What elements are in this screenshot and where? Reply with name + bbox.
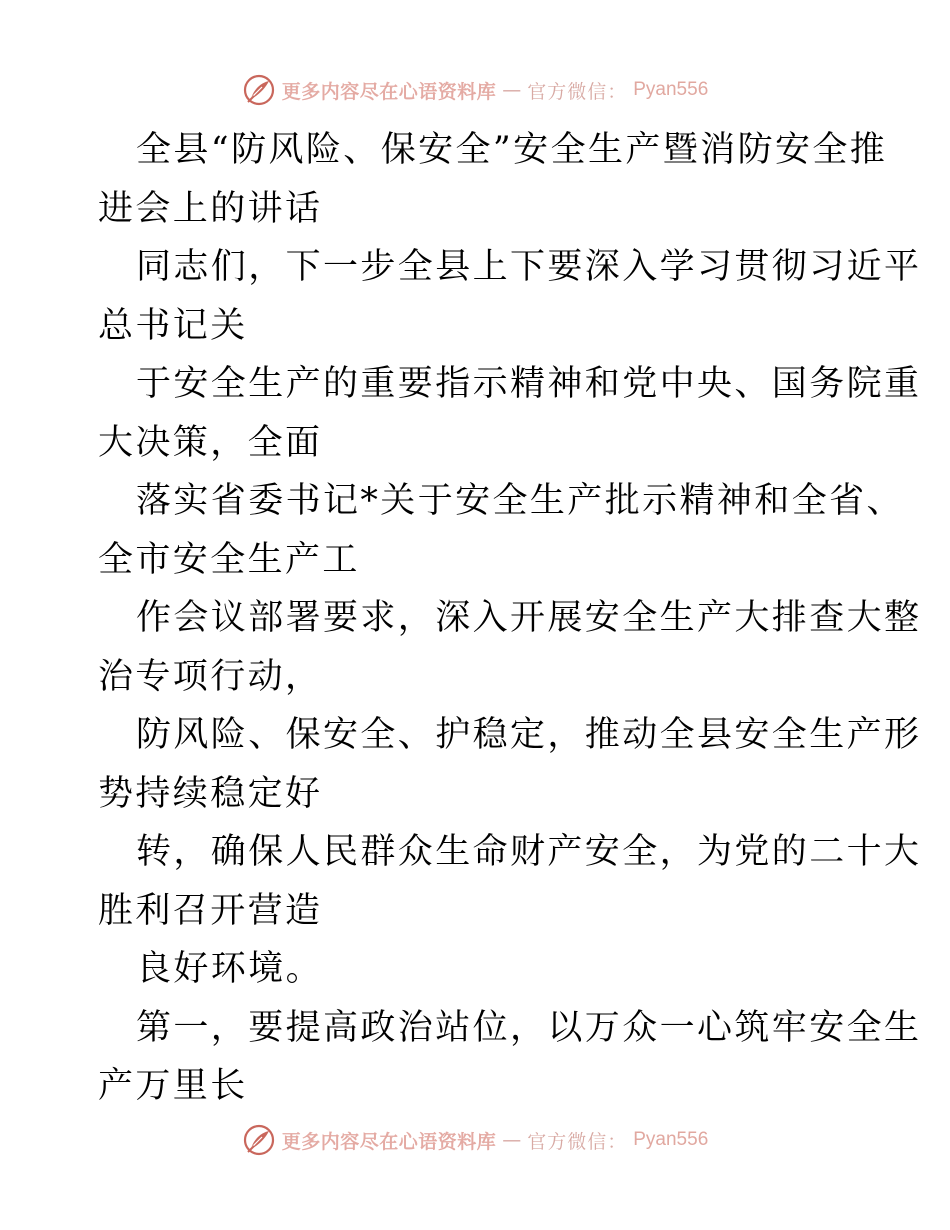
feather-pen-logo-icon [242, 73, 276, 107]
watermark-wechat-id: Pyan556 [633, 1129, 709, 1150]
footer-watermark [0, 1120, 950, 1160]
text-line: 总书记关 [98, 305, 248, 346]
text-line: 防风险、保安全、护稳定，推动全县安全生产形 [136, 715, 922, 755]
watermark-wechat-label: 官方微信： [527, 1130, 628, 1153]
feather-pen-logo-icon [242, 1123, 276, 1157]
watermark-brand-text: 更多内容尽在心语资料库 [281, 80, 497, 103]
text-line: 良好环境。 [136, 949, 324, 989]
text-line: 同志们，下一步全县上下要深入学习贯彻习近平 [136, 247, 922, 287]
text-line: 治专项行动， [98, 656, 323, 697]
text-line: 于安全生产的重要指示精神和党中央、国务院重 [136, 364, 922, 404]
text-line: 转，确保人民群众生命财产安全，为党的二十大 [136, 832, 922, 872]
document-body [98, 121, 922, 1116]
text-line: 产万里长 [98, 1066, 248, 1106]
text-line: 势持续稳定好 [98, 773, 323, 814]
text-line: 作会议部署要求，深入开展安全生产大排查大整 [136, 598, 922, 638]
watermark-brand-text: 更多内容尽在心语资料库 [281, 1130, 497, 1153]
text-line: 胜利召开营造 [98, 890, 323, 931]
text-line: 全市安全生产工 [98, 539, 360, 580]
text-line: 进会上的讲话 [98, 188, 323, 229]
header-watermark [0, 70, 950, 110]
text-line: 全县“防风险、保安全”安全生产暨消防安全推 [136, 130, 888, 170]
text-line: 第一，要提高政治站位，以万众一心筑牢安全生 [136, 1007, 922, 1048]
watermark-dash: — [502, 79, 522, 101]
watermark-wechat-id: Pyan556 [633, 79, 709, 100]
text-line: 落实省委书记*关于安全生产批示精神和全省、 [136, 481, 904, 521]
watermark-dash: — [502, 1129, 522, 1151]
text-line: 大决策，全面 [98, 422, 323, 463]
watermark-wechat-label: 官方微信： [527, 80, 628, 103]
